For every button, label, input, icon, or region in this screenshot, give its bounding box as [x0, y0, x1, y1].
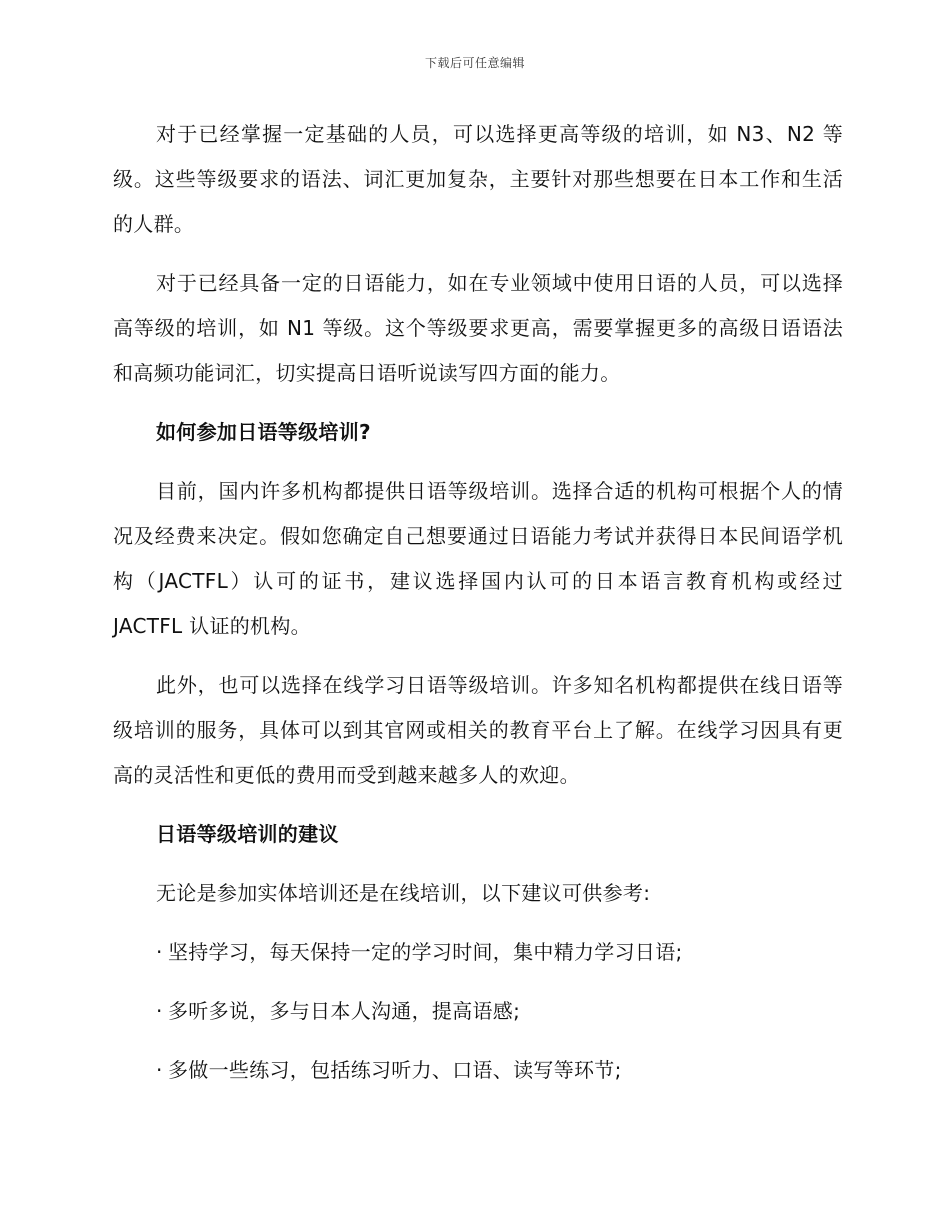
- list-item-text: 坚持学习，每天保持一定的学习时间，集中精力学习日语;: [168, 940, 683, 964]
- paragraph-suggestions-intro: 无论是参加实体培训还是在线培训，以下建议可供参考:: [156, 881, 651, 905]
- paragraph-n1: 对于已经具备一定的日语能力，如在专业领域中使用日语的人员，可以选择高等级的培训，如 N1 等级。这个等级要求更高，需要掌握更多的高级日语语法和高频功能词汇，切实提高日语听说读写四方面的能力。: [113, 271, 843, 385]
- list-item-text: 多做一些练习，包括练习听力、口语、读写等环节;: [168, 1058, 622, 1082]
- list-item: [113, 930, 843, 975]
- list-item-text: 多听多说，多与日本人沟通，提高语感;: [168, 999, 521, 1023]
- section-heading-suggestions: 日语等级培训的建议: [156, 822, 339, 846]
- paragraph-institutions: 目前，国内许多机构都提供日语等级培训。选择合适的机构可根据个人的情况及经费来决定。假如您确定自己想要通过日语能力考试并获得日本民间语学机构（JACTFL）认可的证书，建议选择国内认可的日本语言教育机构或经过 JACTFL 认证的机构。: [113, 479, 843, 638]
- list-item: [113, 989, 843, 1034]
- bullet-marker: ·: [156, 999, 163, 1023]
- section-heading-how-to-join: 如何参加日语等级培训?: [156, 420, 371, 444]
- document-body: [113, 112, 843, 1107]
- paragraph-online-learning: 此外，也可以选择在线学习日语等级培训。许多知名机构都提供在线日语等级培训的服务，具体可以到其官网或相关的教育平台上了解。在线学习因具有更高的灵活性和更低的费用而受到越来越多人的欢迎。: [113, 673, 843, 787]
- list-item: [113, 1048, 843, 1093]
- bullet-marker: ·: [156, 940, 163, 964]
- bullet-marker: ·: [156, 1058, 163, 1082]
- paragraph-n3-n2: 对于已经掌握一定基础的人员，可以选择更高等级的培训，如 N3、N2 等级。这些等级要求的语法、词汇更加复杂，主要针对那些想要在日本工作和生活的人群。: [113, 122, 843, 236]
- header-note: 下载后可任意编辑: [424, 56, 525, 70]
